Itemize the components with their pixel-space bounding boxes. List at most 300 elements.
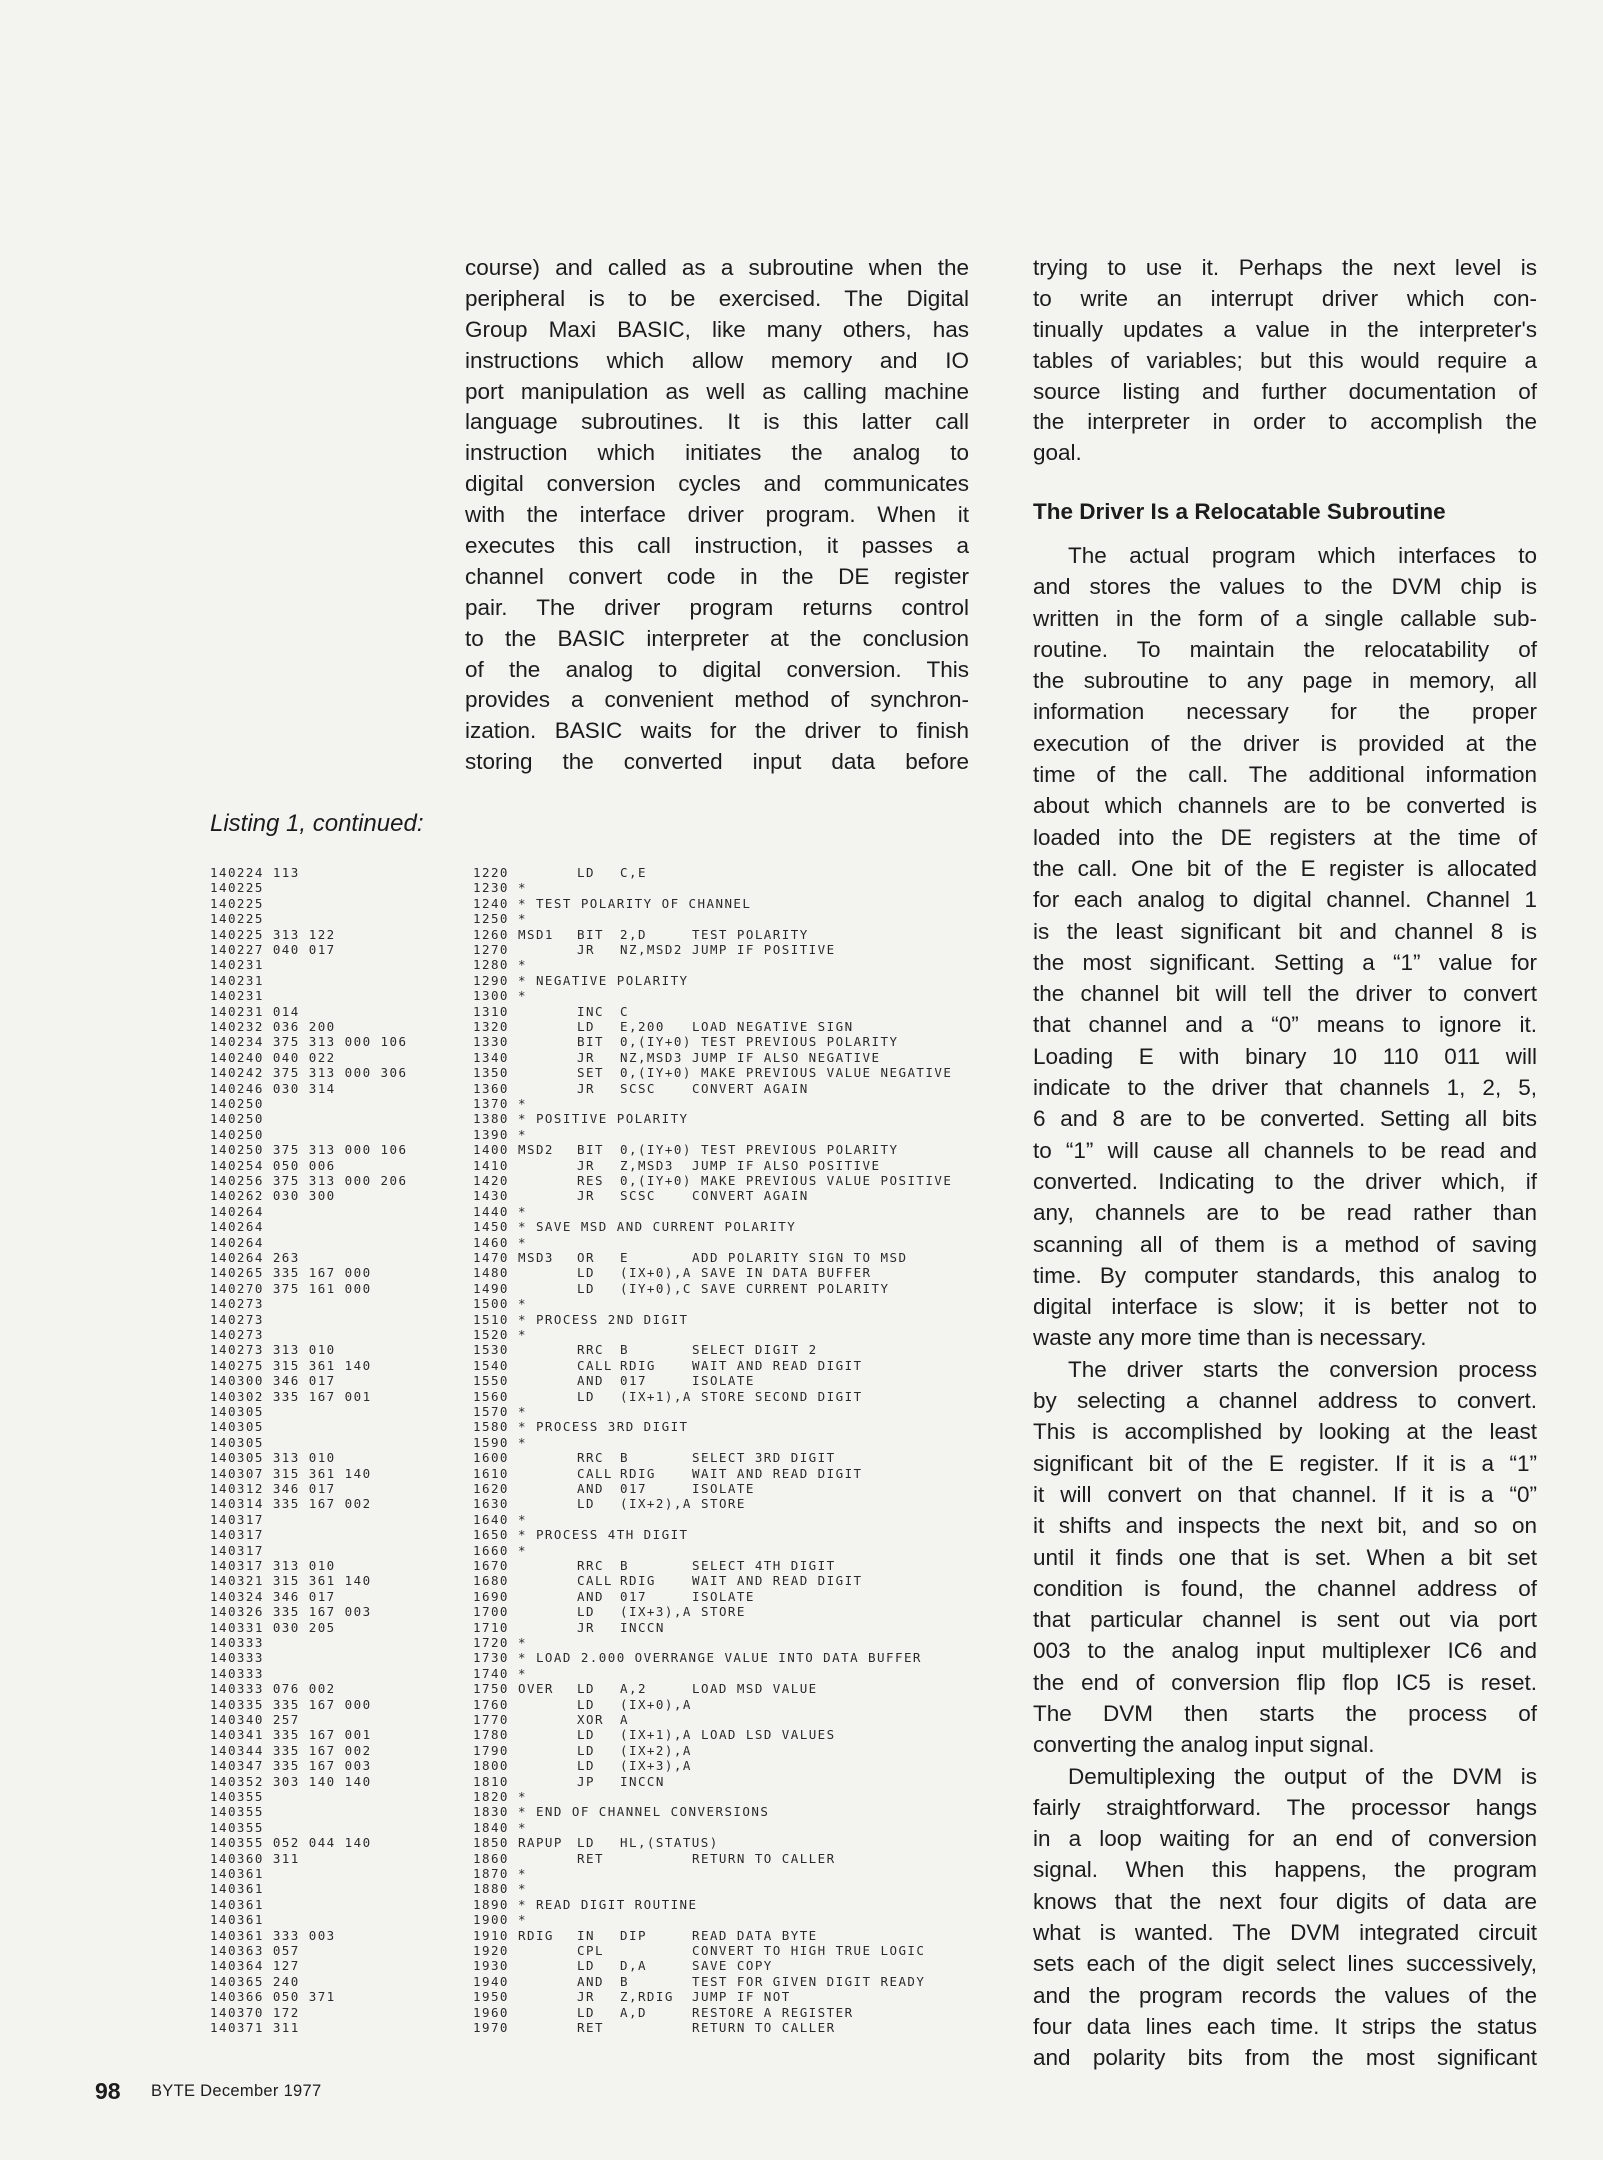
label: * TEST POLARITY OF CHANNEL — [518, 895, 752, 911]
operand: A,2 — [620, 1681, 647, 1697]
object-code: 140273 — [210, 1327, 264, 1342]
text-line: that particular channel is sent out via port — [1033, 1607, 1537, 1633]
text-line: Group Maxi BASIC, like many others, has — [465, 316, 969, 342]
text-line: condition is found, the channel address of — [1033, 1575, 1537, 1601]
opcode: SET — [577, 1065, 604, 1081]
publication-footer: BYTE December 1977 — [151, 2082, 322, 2100]
object-code: 140321 315 361 140 — [210, 1573, 372, 1589]
opcode: LD — [577, 1835, 595, 1851]
object-code: 140317 — [210, 1527, 264, 1543]
listing-row — [0, 896, 1000, 911]
line-number: 1870 — [473, 1866, 509, 1881]
line-number: 1970 — [473, 2020, 509, 2035]
right-text-intro — [1033, 253, 1537, 469]
line-number: 1890 — [473, 1896, 509, 1912]
opcode: LD — [577, 1265, 595, 1281]
listing-row — [0, 1312, 1000, 1327]
listing-row — [0, 1373, 1000, 1388]
object-code: 140246 030 314 — [210, 1080, 336, 1096]
object-code: 140231 — [210, 957, 264, 973]
object-code: 140371 311 — [210, 2020, 300, 2035]
line-number: 1550 — [473, 1373, 509, 1389]
text-line: time of the call. The additional information — [1033, 762, 1537, 788]
line-number: 1280 — [473, 957, 509, 973]
operand: (IX+1),A — [620, 1727, 692, 1743]
object-code: 140341 335 167 001 — [210, 1727, 372, 1743]
listing-row — [0, 942, 1000, 957]
object-code: 140344 335 167 002 — [210, 1742, 372, 1758]
listing-row — [0, 1296, 1000, 1311]
text-line: fairly straightforward. The processor hangs — [1033, 1794, 1537, 1820]
listing-row — [0, 957, 1000, 972]
listing-row — [0, 1050, 1000, 1065]
opcode: AND — [577, 1481, 604, 1496]
opcode: JR — [577, 1080, 595, 1096]
object-code: 140361 333 003 — [210, 1927, 336, 1943]
text-line: any, channels are to be read rather than — [1033, 1200, 1537, 1226]
line-number: 1830 — [473, 1804, 509, 1820]
text-line: the interpreter in order to accomplish the — [1033, 409, 1537, 435]
listing-row — [0, 1250, 1000, 1265]
listing-row — [0, 1558, 1000, 1573]
line-number: 1390 — [473, 1126, 509, 1142]
text-line: scanning all of them is a method of saving — [1033, 1231, 1537, 1257]
listing-row — [0, 1496, 1000, 1511]
listing-row — [0, 1958, 1000, 1973]
text-line: 6 and 8 are to be converted. Setting all bits — [1033, 1106, 1537, 1132]
text-line: to the BASIC interpreter at the conclusion — [465, 625, 969, 651]
listing-row — [0, 1712, 1000, 1727]
opcode: JR — [577, 1188, 595, 1204]
line-number: 1370 — [473, 1096, 509, 1111]
operand: HL,(STATUS) — [620, 1835, 719, 1851]
opcode: RRC — [577, 1558, 604, 1573]
line-number: 1800 — [473, 1758, 509, 1774]
opcode: JR — [577, 942, 595, 957]
label: * — [518, 880, 527, 896]
listing-row — [0, 1912, 1000, 1927]
line-number: 1930 — [473, 1958, 509, 1974]
opcode: LD — [577, 1019, 595, 1034]
text-line: Demultiplexing the output of the DVM is — [1068, 1763, 1537, 1789]
comment: SELECT 4TH DIGIT — [692, 1558, 836, 1573]
listing-row — [0, 1727, 1000, 1742]
object-code: 140273 — [210, 1296, 264, 1312]
object-code: 140355 — [210, 1804, 264, 1820]
object-code: 140227 040 017 — [210, 942, 336, 957]
text-line: information necessary for the proper — [1033, 699, 1537, 725]
text-line: executes this call instruction, it passes a — [465, 533, 969, 559]
text-line: trying to use it. Perhaps the next level is — [1033, 255, 1537, 280]
operand: Z,RDIG — [620, 1989, 674, 2005]
text-line: written in the form of a single callable sub- — [1033, 605, 1537, 631]
comment: SELECT DIGIT 2 — [692, 1342, 818, 1358]
comment: JUMP IF NOT — [692, 1989, 791, 2005]
comment: SAVE CURRENT POLARITY — [701, 1280, 890, 1296]
operand: C — [620, 1003, 629, 1019]
label: * — [518, 1234, 527, 1250]
opcode: LD — [577, 1681, 595, 1697]
text-line: ization. BASIC waits for the driver to finish — [465, 718, 969, 744]
comment: CONVERT AGAIN — [692, 1080, 809, 1096]
opcode: RES — [577, 1173, 604, 1188]
label: * — [518, 1434, 527, 1450]
operand: (IX+3),A — [620, 1604, 692, 1620]
comment: RETURN TO CALLER — [692, 1850, 836, 1866]
opcode: LD — [577, 1727, 595, 1743]
line-number: 1380 — [473, 1111, 509, 1127]
label: MSD1 — [518, 926, 554, 942]
object-code: 140364 127 — [210, 1958, 300, 1974]
line-number: 1760 — [473, 1696, 509, 1712]
comment: STORE SECOND DIGIT — [701, 1388, 863, 1404]
text-line: the channel bit will tell the driver to convert — [1033, 981, 1537, 1007]
listing-row — [0, 1158, 1000, 1173]
operand: RDIG — [620, 1465, 656, 1481]
object-code: 140355 — [210, 1819, 264, 1835]
line-number: 1690 — [473, 1588, 509, 1604]
operand: 017 — [620, 1373, 647, 1389]
opcode: LD — [577, 865, 595, 880]
operand: (IX+2),A — [620, 1742, 692, 1758]
line-number: 1780 — [473, 1727, 509, 1743]
comment: WAIT AND READ DIGIT — [692, 1357, 863, 1373]
opcode: LD — [577, 1604, 595, 1620]
operand: B — [620, 1342, 629, 1358]
opcode: JP — [577, 1773, 595, 1789]
operand: SCSC — [620, 1188, 656, 1204]
line-number: 1950 — [473, 1989, 509, 2005]
opcode: OR — [577, 1250, 595, 1265]
listing-row — [0, 1173, 1000, 1188]
text-line: instructions which allow memory and IO — [465, 347, 969, 373]
line-number: 1470 — [473, 1250, 509, 1265]
line-number: 1700 — [473, 1604, 509, 1620]
comment: STORE — [701, 1604, 746, 1620]
operand: NZ,MSD3 — [620, 1049, 683, 1065]
text-line: pair. The driver program returns control — [465, 594, 969, 620]
line-number: 1630 — [473, 1496, 509, 1512]
object-code: 140333 — [210, 1650, 264, 1666]
listing-row — [0, 1404, 1000, 1419]
operand: RDIG — [620, 1573, 656, 1589]
line-number: 1570 — [473, 1404, 509, 1419]
text-line: the call. One bit of the E register is allocated — [1033, 855, 1537, 881]
text-line: the subroutine to any page in memory, all — [1033, 668, 1537, 694]
label: * — [518, 1819, 527, 1835]
object-code: 140361 — [210, 1912, 264, 1928]
line-number: 1620 — [473, 1481, 509, 1496]
listing-row — [0, 1342, 1000, 1357]
line-number: 1680 — [473, 1573, 509, 1589]
operand: (IX+0),A — [620, 1696, 692, 1712]
label: * — [518, 1126, 527, 1142]
object-code: 140312 346 017 — [210, 1481, 336, 1496]
opcode: AND — [577, 1588, 604, 1604]
label: * — [518, 957, 527, 973]
text-line: goal. — [1033, 440, 1082, 466]
label: * — [518, 988, 527, 1004]
comment: ADD POLARITY SIGN TO MSD — [692, 1250, 908, 1265]
opcode: JR — [577, 1989, 595, 2005]
object-code: 140231 — [210, 988, 264, 1004]
line-number: 1460 — [473, 1234, 509, 1250]
object-code: 140231 014 — [210, 1003, 300, 1019]
opcode: LD — [577, 1280, 595, 1296]
text-line: the end of conversion flip flop IC5 is reset. — [1033, 1669, 1537, 1695]
operand: (IX+2),A — [620, 1496, 692, 1512]
text-line: with the interface driver program. When it — [465, 502, 969, 528]
text-line: course) and called as a subroutine when the — [465, 255, 969, 280]
comment: JUMP IF POSITIVE — [692, 942, 836, 957]
comment: LOAD NEGATIVE SIGN — [692, 1019, 854, 1034]
line-number: 1940 — [473, 1973, 509, 1989]
line-number: 1910 — [473, 1927, 509, 1943]
page-number: 98 — [95, 2078, 121, 2104]
text-line: by selecting a channel address to convert. — [1033, 1388, 1537, 1414]
listing-row — [0, 1450, 1000, 1465]
listing-row — [0, 1019, 1000, 1034]
object-code: 140363 057 — [210, 1943, 300, 1958]
object-code: 140254 050 006 — [210, 1157, 336, 1173]
listing-row — [0, 1804, 1000, 1819]
line-number: 1600 — [473, 1450, 509, 1466]
comment: JUMP IF ALSO POSITIVE — [692, 1157, 881, 1173]
listing-row — [0, 1235, 1000, 1250]
text-line: to “1” will cause all channels to be read and — [1033, 1137, 1537, 1163]
label: * — [518, 1327, 527, 1342]
line-number: 1330 — [473, 1034, 509, 1050]
object-code: 140256 375 313 000 206 — [210, 1173, 408, 1188]
text-line: tinually updates a value in the interpreter's — [1033, 316, 1537, 342]
opcode: BIT — [577, 926, 604, 942]
text-line: The driver starts the conversion process — [1068, 1356, 1537, 1382]
line-number: 1770 — [473, 1712, 509, 1727]
opcode: JR — [577, 1619, 595, 1635]
label: * — [518, 1881, 527, 1897]
operand: INCCN — [620, 1619, 665, 1635]
object-code: 140307 315 361 140 — [210, 1465, 372, 1481]
listing-row — [0, 927, 1000, 942]
line-number: 1350 — [473, 1065, 509, 1081]
operand: B — [620, 1558, 629, 1573]
object-code: 140231 — [210, 972, 264, 988]
line-number: 1430 — [473, 1188, 509, 1204]
text-line: execution of the driver is provided at the — [1033, 730, 1537, 756]
comment: RETURN TO CALLER — [692, 2020, 836, 2035]
line-number: 1240 — [473, 895, 509, 911]
listing-row — [0, 1389, 1000, 1404]
listing-row — [0, 1989, 1000, 2004]
listing-row — [0, 1789, 1000, 1804]
object-code: 140250 — [210, 1126, 264, 1142]
operand: (IX+1),A — [620, 1388, 692, 1404]
listing-row — [0, 1928, 1000, 1943]
opcode: AND — [577, 1373, 604, 1389]
label: * — [518, 1203, 527, 1219]
text-line: routine. To maintain the relocatability of — [1033, 636, 1537, 662]
object-code: 140317 — [210, 1542, 264, 1558]
line-number: 1290 — [473, 972, 509, 988]
line-number: 1420 — [473, 1173, 509, 1188]
line-number: 1360 — [473, 1080, 509, 1096]
object-code: 140326 335 167 003 — [210, 1604, 372, 1620]
object-code: 140333 — [210, 1635, 264, 1650]
object-code: 140273 313 010 — [210, 1342, 336, 1358]
listing-row — [0, 1081, 1000, 1096]
operand: 0,(IY+0) — [620, 1034, 692, 1050]
text-line: Loading E with binary 10 110 011 will — [1033, 1043, 1537, 1069]
object-code: 140275 315 361 140 — [210, 1357, 372, 1373]
label: * — [518, 1296, 527, 1312]
comment: TEST PREVIOUS POLARITY — [701, 1142, 899, 1158]
comment: SAVE COPY — [692, 1958, 773, 1974]
comment: STORE — [701, 1496, 746, 1512]
line-number: 1650 — [473, 1527, 509, 1543]
text-line: converting the analog input signal. — [1033, 1732, 1375, 1758]
line-number: 1860 — [473, 1850, 509, 1866]
object-code: 140273 — [210, 1311, 264, 1327]
opcode: LD — [577, 1696, 595, 1712]
listing-row — [0, 1650, 1000, 1665]
object-code: 140232 036 200 — [210, 1019, 336, 1034]
text-line: and polarity bits from the most significant — [1033, 2045, 1537, 2071]
object-code: 140240 040 022 — [210, 1049, 336, 1065]
text-line: The DVM then starts the process of — [1033, 1700, 1537, 1726]
object-code: 140264 — [210, 1234, 264, 1250]
text-line: loaded into the DE registers at the time of — [1033, 824, 1537, 850]
text-line: of the analog to digital conversion. This — [465, 656, 969, 682]
line-number: 1790 — [473, 1742, 509, 1758]
line-number: 1440 — [473, 1203, 509, 1219]
text-line: 003 to the analog input multiplexer IC6 and — [1033, 1638, 1537, 1664]
object-code: 140361 — [210, 1896, 264, 1912]
listing-row — [0, 1265, 1000, 1280]
operand: Z,MSD3 — [620, 1157, 674, 1173]
text-line: that channel and a “0” means to ignore it. — [1033, 1012, 1537, 1038]
opcode: JR — [577, 1049, 595, 1065]
listing-row — [0, 1774, 1000, 1789]
comment: ISOLATE — [692, 1373, 755, 1389]
line-number: 1490 — [473, 1280, 509, 1296]
text-line: tables of variables; but this would require a — [1033, 347, 1537, 373]
line-number: 1720 — [473, 1635, 509, 1650]
line-number: 1500 — [473, 1296, 509, 1312]
listing-row — [0, 911, 1000, 926]
text-line: This is accomplished by looking at the least — [1033, 1419, 1537, 1445]
operand: A,D — [620, 2004, 647, 2020]
listing-row — [0, 865, 1000, 880]
object-code: 140355 — [210, 1789, 264, 1804]
line-number: 1750 — [473, 1681, 509, 1697]
listing-row — [0, 1666, 1000, 1681]
operand: 017 — [620, 1588, 647, 1604]
object-code: 140333 076 002 — [210, 1681, 336, 1697]
object-code: 140225 — [210, 911, 264, 927]
comment: CONVERT AGAIN — [692, 1188, 809, 1204]
text-line: about which channels are to be converted is — [1033, 793, 1537, 819]
operand: RDIG — [620, 1357, 656, 1373]
opcode: RET — [577, 1850, 604, 1866]
label: * — [518, 1542, 527, 1558]
object-code: 140331 030 205 — [210, 1619, 336, 1635]
line-number: 1900 — [473, 1912, 509, 1928]
line-number: 1610 — [473, 1465, 509, 1481]
line-number: 1300 — [473, 988, 509, 1004]
object-code: 140300 346 017 — [210, 1373, 336, 1389]
object-code: 140234 375 313 000 106 — [210, 1034, 408, 1050]
operand: A — [620, 1712, 629, 1727]
label: * — [518, 1096, 527, 1111]
right-text-column — [1033, 540, 1537, 2074]
object-code: 140305 313 010 — [210, 1450, 336, 1466]
listing-row — [0, 1635, 1000, 1650]
listing-row — [0, 1589, 1000, 1604]
line-number: 1270 — [473, 942, 509, 957]
operand: (IX+3),A — [620, 1758, 692, 1774]
text-line: waste any more time than is necessary. — [1033, 1325, 1427, 1351]
text-line: and the program records the values of the — [1033, 1982, 1537, 2008]
comment: ISOLATE — [692, 1588, 755, 1604]
opcode: XOR — [577, 1712, 604, 1727]
text-line: instruction which initiates the analog to — [465, 440, 969, 466]
object-code: 140365 240 — [210, 1973, 300, 1989]
text-line: peripheral is to be exercised. The Digital — [465, 285, 969, 311]
comment: CONVERT TO HIGH TRUE LOGIC — [692, 1943, 926, 1958]
text-line: sets each of the digit select lines successively, — [1033, 1951, 1537, 1977]
operand: C,E — [620, 865, 647, 880]
comment: MAKE PREVIOUS VALUE NEGATIVE — [701, 1065, 953, 1081]
operand: (IX+0),A — [620, 1265, 692, 1281]
line-number: 1960 — [473, 2004, 509, 2020]
operand: 0,(IY+0) — [620, 1173, 692, 1188]
line-number: 1580 — [473, 1419, 509, 1435]
line-number: 1820 — [473, 1789, 509, 1804]
listing-row — [0, 1743, 1000, 1758]
text-line: until it finds one that is set. When a bit set — [1033, 1544, 1537, 1570]
object-code: 140335 335 167 000 — [210, 1696, 372, 1712]
line-number: 1510 — [473, 1311, 509, 1327]
section-heading: The Driver Is a Relocatable Subroutine — [1033, 499, 1446, 524]
listing-row — [0, 1543, 1000, 1558]
object-code: 140333 — [210, 1665, 264, 1681]
comment: LOAD MSD VALUE — [692, 1681, 818, 1697]
listing-row — [0, 2020, 1000, 2035]
listing-row — [0, 1681, 1000, 1696]
line-number: 1730 — [473, 1650, 509, 1666]
line-number: 1260 — [473, 926, 509, 942]
object-code: 140352 303 140 140 — [210, 1773, 372, 1789]
object-code: 140225 — [210, 880, 264, 896]
listing-row — [0, 1358, 1000, 1373]
opcode: JR — [577, 1157, 595, 1173]
text-line: four data lines each time. It strips the status — [1033, 2013, 1537, 2039]
object-code: 140324 346 017 — [210, 1588, 336, 1604]
object-code: 140314 335 167 002 — [210, 1496, 372, 1512]
text-line: is the least significant bit and channel 8 is — [1033, 918, 1537, 944]
text-line: language subroutines. It is this latter call — [465, 409, 969, 435]
object-code: 140317 — [210, 1511, 264, 1527]
text-line: storing the converted input data before — [465, 749, 969, 775]
text-line: signal. When this happens, the program — [1033, 1857, 1537, 1883]
line-number: 1640 — [473, 1511, 509, 1527]
operand: 0,(IY+0) — [620, 1142, 692, 1158]
object-code: 140366 050 371 — [210, 1989, 336, 2005]
line-number: 1480 — [473, 1265, 509, 1281]
text-line: significant bit of the E register. If it is a “1” — [1033, 1450, 1537, 1476]
text-line: the most significant. Setting a “1” value for — [1033, 949, 1537, 975]
line-number: 1310 — [473, 1003, 509, 1019]
